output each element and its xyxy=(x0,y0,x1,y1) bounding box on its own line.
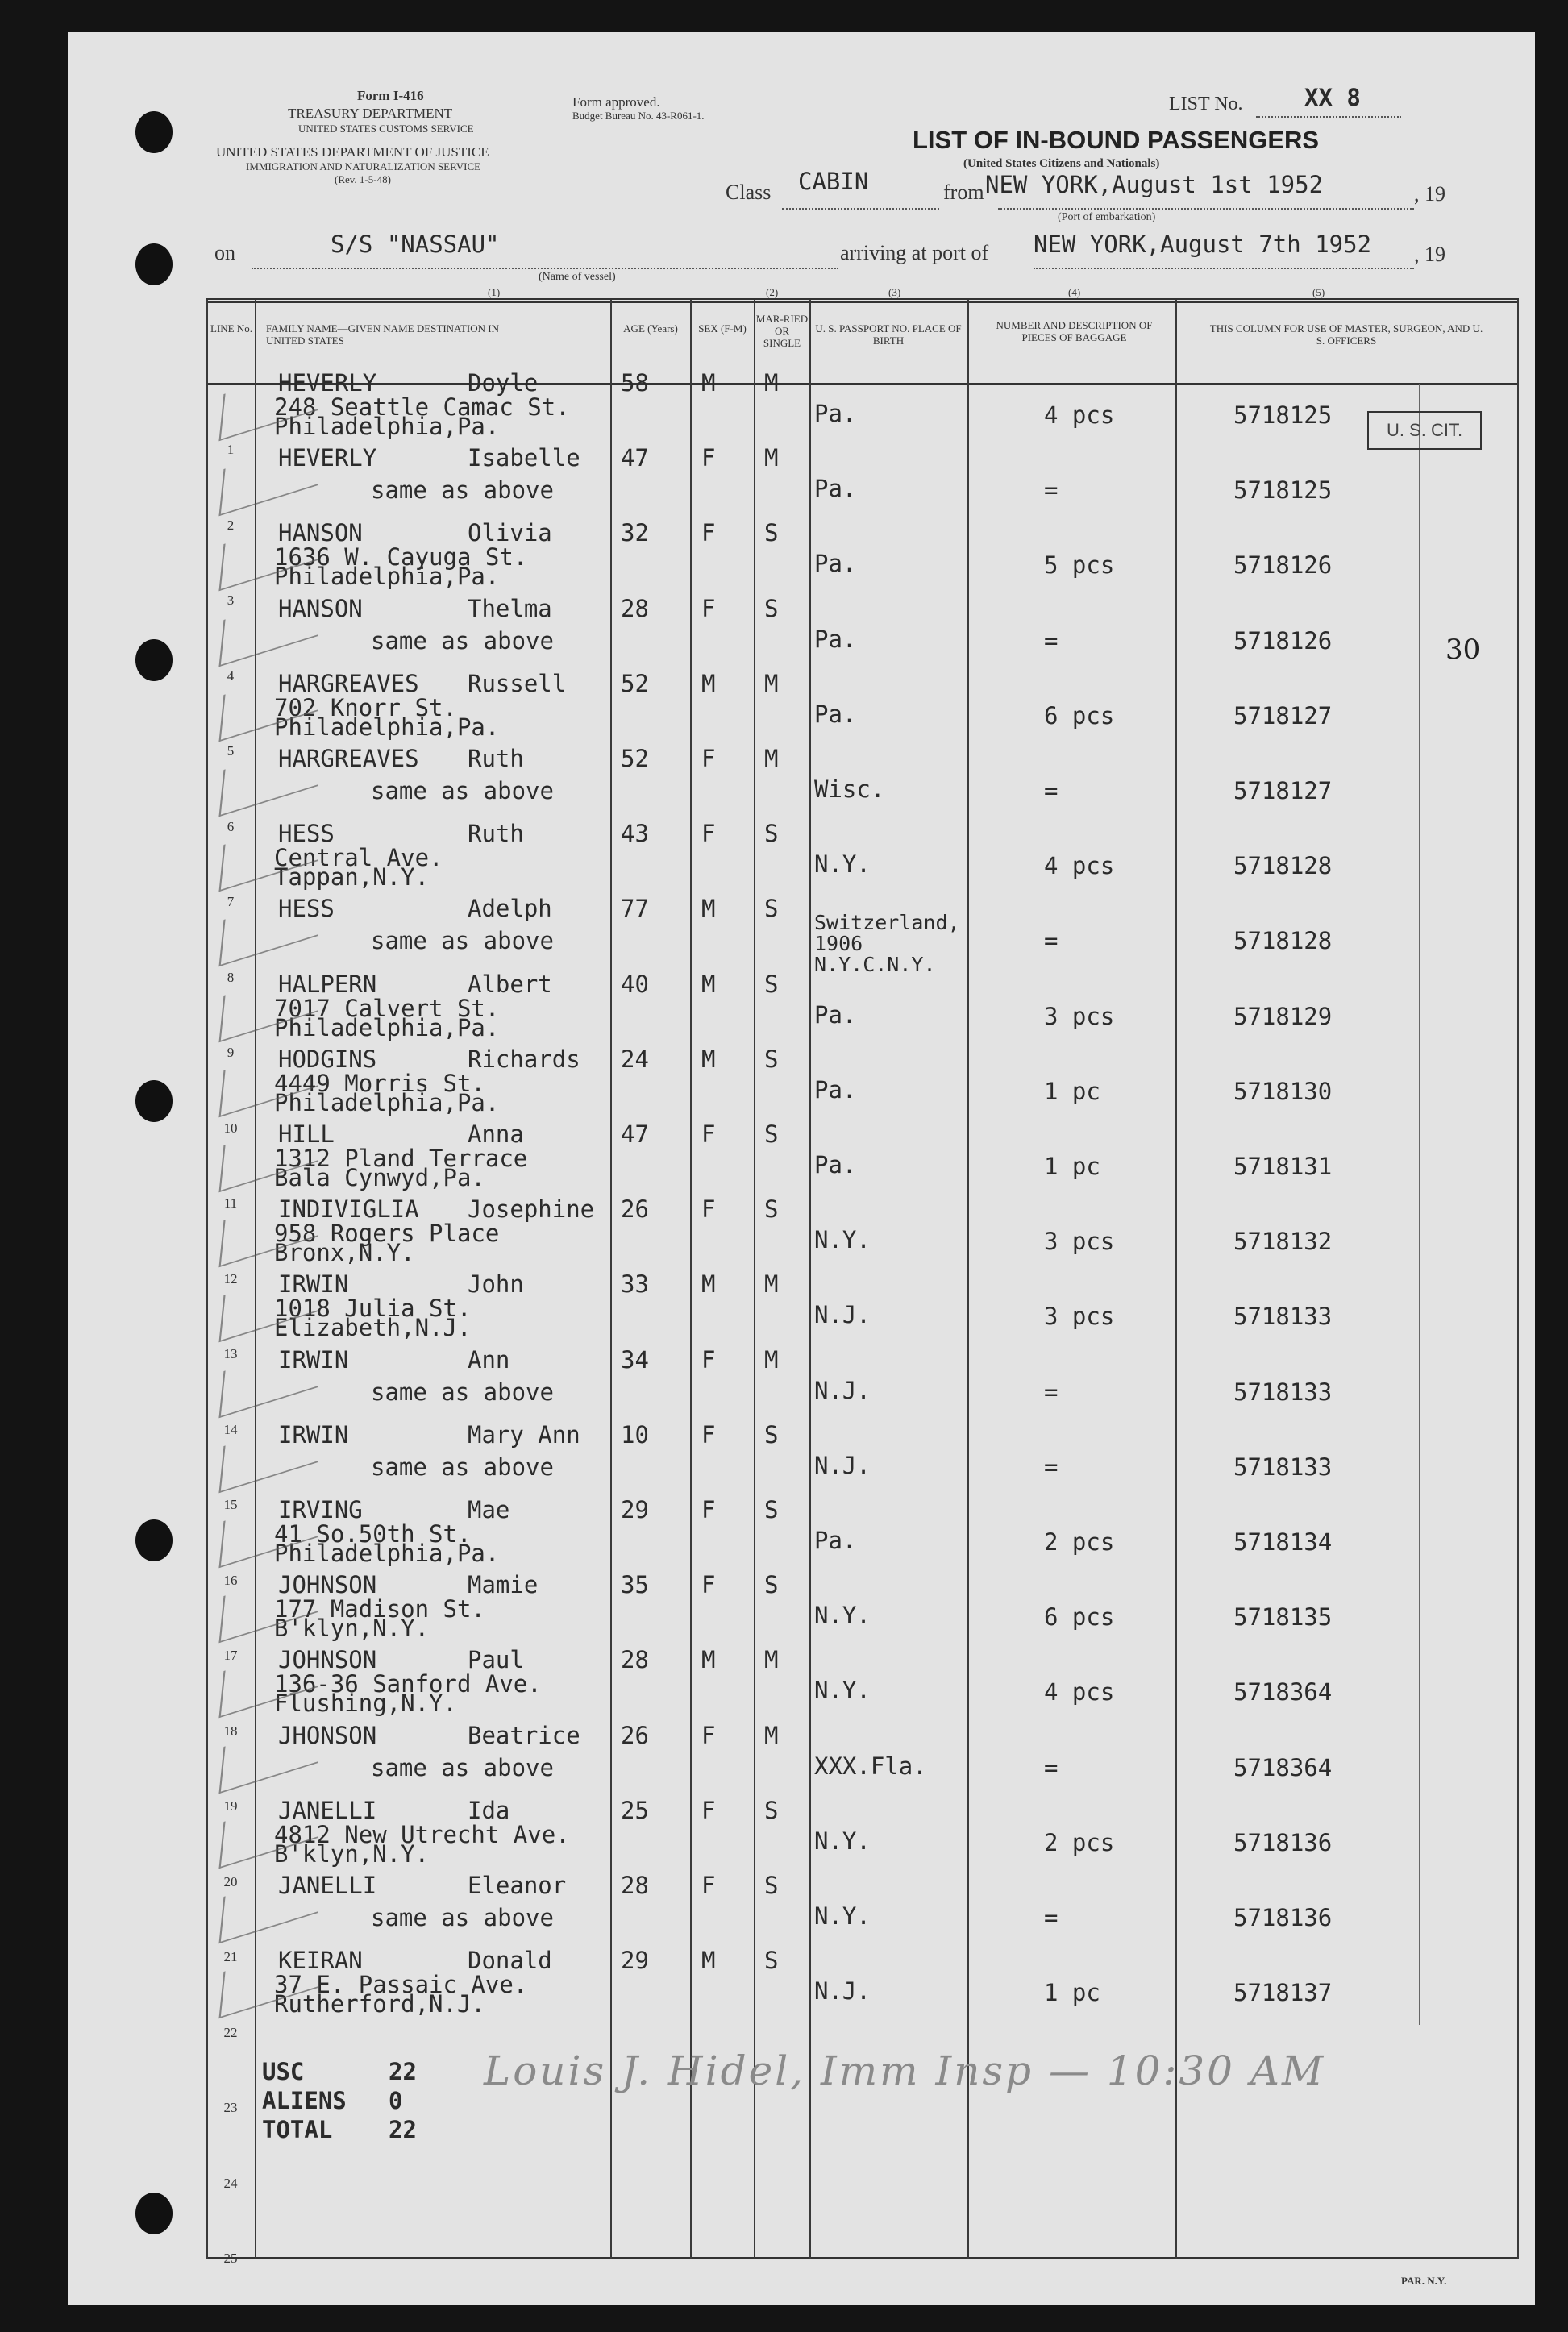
marital-status: S xyxy=(764,1420,779,1449)
line-number: 2 xyxy=(227,517,235,533)
given-name: Josephine xyxy=(468,1195,595,1224)
place-of-birth: Pa. xyxy=(814,1075,857,1104)
passport-number: 5718136 xyxy=(1233,1904,1333,1931)
destination-address: same as above xyxy=(371,476,554,505)
place-of-birth: N.J. xyxy=(814,1376,871,1404)
place-of-birth: Pa. xyxy=(814,400,857,427)
family-name: JANELLI xyxy=(278,1872,377,1899)
given-name: Paul xyxy=(468,1646,524,1674)
baggage-count: = xyxy=(1044,626,1059,655)
age-value: 10 xyxy=(621,1420,649,1449)
passport-number: 5718131 xyxy=(1233,1153,1333,1180)
place-of-birth: N.J. xyxy=(814,1301,871,1329)
place-of-birth: N.Y. xyxy=(814,1902,871,1930)
marital-status: S xyxy=(764,1947,779,1975)
line-number: 25 xyxy=(223,2251,238,2266)
marital-status: S xyxy=(764,1045,779,1073)
line-number: 24 xyxy=(223,2175,238,2191)
given-name: Mary Ann xyxy=(468,1420,580,1449)
age-value: 47 xyxy=(621,1120,649,1148)
passport-number: 5718126 xyxy=(1233,551,1333,580)
sex-value: M xyxy=(701,369,716,397)
from-label: from xyxy=(943,181,984,204)
total-value: 0 xyxy=(389,2087,403,2114)
col-married: MAR-RIED OR SINGLE xyxy=(755,313,809,349)
destination-address: same as above xyxy=(371,777,554,804)
destination-address: same as above xyxy=(371,1904,554,1931)
arriving-value: NEW YORK,August 7th 1952 xyxy=(1034,231,1372,258)
page-title: LIST OF IN-BOUND PASSENGERS xyxy=(913,126,1320,154)
destination-address: same as above xyxy=(371,1753,554,1781)
place-of-birth: Pa. xyxy=(814,550,857,578)
sex-value: F xyxy=(701,519,716,547)
marital-status: S xyxy=(764,1796,779,1824)
marital-status: M xyxy=(764,669,779,697)
destination-address: 1018 Julia St. xyxy=(274,1295,472,1323)
destination-address: 136-36 Sanford Ave. xyxy=(274,1670,542,1698)
age-value: 33 xyxy=(621,1270,649,1299)
passport-number: 5718133 xyxy=(1233,1378,1333,1406)
age-value: 28 xyxy=(621,1646,649,1674)
family-name: INDIVIGLIA xyxy=(278,1195,419,1224)
line-number: 17 xyxy=(223,1648,238,1663)
given-name: Olivia xyxy=(468,519,552,547)
passport-number: 5718129 xyxy=(1233,1002,1333,1030)
destination-address: 702 Knorr St. xyxy=(274,693,457,721)
binder-hole xyxy=(135,2193,173,2234)
destination-address: 4449 Morris St. xyxy=(274,1069,485,1097)
given-name: Eleanor xyxy=(468,1872,567,1899)
justice-dept: UNITED STATES DEPARTMENT OF JUSTICE xyxy=(216,144,489,160)
sex-value: F xyxy=(701,444,716,472)
destination-address: Bronx,N.Y. xyxy=(274,1239,415,1267)
line-number: 13 xyxy=(223,1346,238,1361)
marital-status: M xyxy=(764,1646,779,1674)
place-of-birth: N.Y. xyxy=(814,1677,871,1705)
baggage-count: 1 pc xyxy=(1044,1077,1100,1105)
sex-value: M xyxy=(701,1270,716,1299)
place-of-birth: N.Y. xyxy=(814,850,871,879)
marital-status: S xyxy=(764,820,779,848)
family-name: HESS xyxy=(278,895,335,923)
family-name: HEVERLY xyxy=(278,369,377,397)
baggage-count: = xyxy=(1044,1904,1059,1931)
marital-status: S xyxy=(764,594,779,622)
place-of-birth: Pa. xyxy=(814,1000,857,1029)
age-value: 32 xyxy=(621,519,649,547)
baggage-count: 3 pcs xyxy=(1044,1002,1115,1030)
age-value: 43 xyxy=(621,820,649,848)
family-name: HESS xyxy=(278,820,335,848)
age-value: 52 xyxy=(621,745,649,772)
family-name: IRWIN xyxy=(278,1345,349,1374)
col-number: (5) xyxy=(1312,286,1325,298)
col-number: (4) xyxy=(1068,286,1081,298)
line-number: 22 xyxy=(223,2024,238,2040)
passport-number: 5718127 xyxy=(1233,701,1333,730)
col-name: FAMILY NAME—GIVEN NAME DESTINATION IN UNITED STATES xyxy=(266,322,500,347)
destination-address: same as above xyxy=(371,1378,554,1406)
passport-number: 5718133 xyxy=(1233,1303,1333,1331)
passport-number: 5718126 xyxy=(1233,626,1333,655)
passport-number: 5718132 xyxy=(1233,1228,1333,1256)
sex-value: F xyxy=(701,1420,716,1449)
age-value: 28 xyxy=(621,1872,649,1899)
place-of-birth: Pa. xyxy=(814,700,857,728)
place-of-birth: N.Y. xyxy=(814,1827,871,1855)
destination-address: Rutherford,N.J. xyxy=(274,1990,485,2018)
passport-number: 5718136 xyxy=(1233,1828,1333,1856)
sex-value: F xyxy=(701,1796,716,1824)
family-name: HARGREAVES xyxy=(278,745,419,772)
binder-hole xyxy=(135,111,173,153)
age-value: 40 xyxy=(621,970,649,998)
binder-hole xyxy=(135,639,173,681)
sex-value: M xyxy=(701,669,716,697)
given-name: Thelma xyxy=(468,594,552,622)
col-number: (3) xyxy=(888,286,901,298)
line-number: 20 xyxy=(223,1873,238,1889)
place-of-birth: Pa. xyxy=(814,625,857,653)
place-of-birth: Pa. xyxy=(814,1527,857,1554)
baggage-count: 4 pcs xyxy=(1044,401,1115,429)
place-of-birth: Wisc. xyxy=(814,775,885,803)
passport-number: 5718127 xyxy=(1233,777,1333,804)
baggage-count: 1 pc xyxy=(1044,1979,1100,2007)
destination-address: same as above xyxy=(371,1453,554,1481)
line-number: 18 xyxy=(223,1723,238,1739)
given-name: Ann xyxy=(468,1345,510,1374)
marital-status: S xyxy=(764,1496,779,1523)
line-number: 3 xyxy=(227,592,235,608)
from-value: NEW YORK,August 1st 1952 xyxy=(985,171,1324,198)
place-of-birth: N.Y. xyxy=(814,1226,871,1254)
line-number: 6 xyxy=(227,818,235,834)
given-name: Adelph xyxy=(468,895,552,923)
age-value: 35 xyxy=(621,1571,649,1599)
marital-status: S xyxy=(764,519,779,547)
age-value: 26 xyxy=(621,1195,649,1224)
sex-value: M xyxy=(701,1646,716,1674)
family-name: JOHNSON xyxy=(278,1646,377,1674)
destination-address: Philadelphia,Pa. xyxy=(274,563,500,591)
place-of-birth: N.J. xyxy=(814,1451,871,1479)
destination-address: Philadelphia,Pa. xyxy=(274,713,500,741)
marital-status: S xyxy=(764,1120,779,1148)
baggage-count: 4 pcs xyxy=(1044,852,1115,880)
destination-address: Bala Cynwyd,Pa. xyxy=(274,1164,485,1191)
passport-number: 5718364 xyxy=(1233,1753,1333,1781)
marital-status: M xyxy=(764,1721,779,1749)
baggage-count: = xyxy=(1044,1378,1059,1406)
margin-note: 30 xyxy=(1445,634,1481,666)
baggage-count: 1 pc xyxy=(1044,1153,1100,1180)
destination-address: 177 Madison St. xyxy=(274,1595,485,1623)
destination-address: 248 Seattle Camac St. xyxy=(274,393,570,421)
family-name: HANSON xyxy=(278,594,363,622)
age-value: 24 xyxy=(621,1045,649,1073)
destination-address: 4812 New Utrecht Ave. xyxy=(274,1820,570,1848)
list-no-value: XX 8 xyxy=(1304,84,1361,111)
passport-number: 5718128 xyxy=(1233,927,1333,955)
age-value: 47 xyxy=(621,444,649,472)
given-name: Mamie xyxy=(468,1571,539,1599)
baggage-count: 6 pcs xyxy=(1044,701,1115,730)
binder-hole xyxy=(135,1519,173,1561)
given-name: Isabelle xyxy=(468,444,580,472)
age-value: 29 xyxy=(621,1947,649,1975)
sex-value: M xyxy=(701,895,716,923)
line-number: 11 xyxy=(223,1195,238,1211)
col-number: (2) xyxy=(766,286,779,298)
family-name: HARGREAVES xyxy=(278,669,419,697)
binder-hole xyxy=(135,1080,173,1122)
baggage-count: 3 pcs xyxy=(1044,1303,1115,1331)
age-value: 26 xyxy=(621,1721,649,1749)
sex-value: F xyxy=(701,1195,716,1224)
year-suffix: , 19 xyxy=(1414,182,1445,206)
total-label: ALIENS xyxy=(262,2087,347,2114)
binder-hole xyxy=(135,243,173,285)
age-value: 28 xyxy=(621,594,649,622)
baggage-count: 2 pcs xyxy=(1044,1828,1115,1856)
family-name: HEVERLY xyxy=(278,444,377,472)
age-value: 58 xyxy=(621,369,649,397)
sex-value: M xyxy=(701,1045,716,1073)
marital-status: S xyxy=(764,1195,779,1224)
place-of-birth: Pa. xyxy=(814,475,857,503)
line-number: 15 xyxy=(223,1497,238,1512)
sex-value: F xyxy=(701,594,716,622)
ins-service: IMMIGRATION AND NATURALIZATION SERVICE xyxy=(246,160,481,173)
given-name: Beatrice xyxy=(468,1721,580,1749)
customs-service: UNITED STATES CUSTOMS SERVICE xyxy=(298,123,474,135)
inspector-signature: Louis J. Hidel, Imm Insp — 10:30 AM xyxy=(484,2047,1326,2094)
family-name: HODGINS xyxy=(278,1045,377,1073)
sex-value: F xyxy=(701,820,716,848)
line-number: 1 xyxy=(227,442,235,457)
passport-number: 5718128 xyxy=(1233,852,1333,880)
class-value: CABIN xyxy=(798,168,869,195)
sex-value: F xyxy=(701,1496,716,1523)
line-number: 5 xyxy=(227,743,235,759)
year-suffix: , 19 xyxy=(1414,243,1445,266)
family-name: JANELLI xyxy=(278,1796,377,1824)
baggage-count: = xyxy=(1044,777,1059,804)
col-number: (1) xyxy=(488,286,501,298)
destination-address: 1636 W. Cayuga St. xyxy=(274,543,528,572)
baggage-count: = xyxy=(1044,1453,1059,1481)
destination-address: 37 E. Passaic Ave. xyxy=(274,1971,528,1999)
passport-number: 5718125 xyxy=(1233,401,1333,429)
line-number: 9 xyxy=(227,1045,235,1060)
passport-number: 5718130 xyxy=(1233,1077,1333,1105)
vessel-name: S/S "NASSAU" xyxy=(331,231,500,258)
destination-address: same as above xyxy=(371,626,554,655)
given-name: Richards xyxy=(468,1045,580,1073)
family-name: IRVING xyxy=(278,1496,363,1523)
destination-address: same as above xyxy=(371,927,554,955)
place-of-birth: XXX.Fla. xyxy=(814,1752,927,1780)
col-passport: U. S. PASSPORT NO. PLACE OF BIRTH xyxy=(815,322,962,347)
sex-value: F xyxy=(701,1345,716,1374)
family-name: IRWIN xyxy=(278,1420,349,1449)
marital-status: S xyxy=(764,970,779,998)
given-name: Albert xyxy=(468,970,552,998)
sex-value: M xyxy=(701,970,716,998)
family-name: JHONSON xyxy=(278,1721,377,1749)
line-number: 4 xyxy=(227,667,235,684)
family-name: KEIRAN xyxy=(278,1947,363,1975)
age-value: 29 xyxy=(621,1496,649,1523)
given-name: Ida xyxy=(468,1796,510,1824)
destination-address: B'klyn,N.Y. xyxy=(274,1615,430,1643)
passport-number: 5718125 xyxy=(1233,476,1333,505)
family-name: HILL xyxy=(278,1120,335,1148)
printer-mark: PAR. N.Y. xyxy=(1401,2275,1447,2287)
passport-number: 5718134 xyxy=(1233,1528,1333,1556)
baggage-count: 4 pcs xyxy=(1044,1678,1115,1706)
marital-status: M xyxy=(764,444,779,472)
given-name: Donald xyxy=(468,1947,552,1975)
destination-address: Flushing,N.Y. xyxy=(274,1690,457,1718)
given-name: Russell xyxy=(468,669,567,697)
marital-status: M xyxy=(764,745,779,772)
col-age: AGE (Years) xyxy=(623,322,678,335)
family-name: HANSON xyxy=(278,519,363,547)
col-sex: SEX (F-M) xyxy=(698,322,747,335)
col-line-no: LINE No. xyxy=(210,322,252,335)
destination-address: Philadelphia,Pa. xyxy=(274,413,500,440)
col-baggage: NUMBER AND DESCRIPTION OF PIECES OF BAGGAGE xyxy=(996,319,1153,343)
baggage-count: = xyxy=(1044,927,1059,955)
class-label: Class xyxy=(726,181,772,204)
sex-value: F xyxy=(701,745,716,772)
total-value: 22 xyxy=(389,2116,417,2143)
baggage-count: 6 pcs xyxy=(1044,1603,1115,1632)
baggage-count: 3 pcs xyxy=(1044,1228,1115,1256)
place-of-birth: Switzerland, 1906 N.Y.C.N.Y. xyxy=(814,911,960,977)
line-number: 16 xyxy=(223,1572,238,1588)
destination-address: 1312 Pland Terrace xyxy=(274,1145,528,1172)
given-name: John xyxy=(468,1270,524,1299)
port-embark-caption: (Port of embarkation) xyxy=(1058,211,1156,223)
given-name: Ruth xyxy=(468,745,524,772)
passport-number: 5718135 xyxy=(1233,1603,1333,1632)
passport-number: 5718133 xyxy=(1233,1453,1333,1481)
family-name: HALPERN xyxy=(278,970,377,998)
age-value: 52 xyxy=(621,669,649,697)
total-label: TOTAL xyxy=(262,2116,333,2143)
form-number: Form I-416 xyxy=(357,88,424,103)
vessel-caption: (Name of vessel) xyxy=(539,271,616,283)
line-number: 12 xyxy=(223,1270,238,1287)
marital-status: S xyxy=(764,1571,779,1599)
arriving-label: arriving at port of xyxy=(840,241,989,264)
line-number: 7 xyxy=(227,894,235,909)
marital-status: M xyxy=(764,1345,779,1374)
place-of-birth: N.Y. xyxy=(814,1602,871,1630)
sex-value: F xyxy=(701,1120,716,1148)
family-name: JOHNSON xyxy=(278,1571,377,1599)
destination-address: Philadelphia,Pa. xyxy=(274,1088,500,1116)
list-no-label: LIST No. xyxy=(1169,94,1243,114)
line-number: 8 xyxy=(227,969,235,985)
destination-address: B'klyn,N.Y. xyxy=(274,1839,430,1868)
destination-address: 958 Rogers Place xyxy=(274,1220,500,1248)
age-value: 25 xyxy=(621,1796,649,1824)
page-subtitle: (United States Citizens and Nationals) xyxy=(963,157,1160,170)
form-approved: Form approved. xyxy=(572,94,660,110)
budget-bureau: Budget Bureau No. 43-R061-1. xyxy=(572,110,705,122)
given-name: Anna xyxy=(468,1120,524,1148)
revision: (Rev. 1-5-48) xyxy=(335,173,391,185)
baggage-count: 5 pcs xyxy=(1044,551,1115,580)
line-number: 21 xyxy=(223,1949,238,1964)
place-of-birth: Pa. xyxy=(814,1151,857,1178)
destination-address: Tappan,N.Y. xyxy=(274,863,430,892)
passport-number: 5718137 xyxy=(1233,1979,1333,2007)
baggage-count: 2 pcs xyxy=(1044,1528,1115,1556)
marital-status: S xyxy=(764,1872,779,1899)
passport-number: 5718364 xyxy=(1233,1678,1333,1706)
given-name: Doyle xyxy=(468,369,539,397)
treasury-dept: TREASURY DEPARTMENT xyxy=(288,106,453,121)
given-name: Ruth xyxy=(468,820,524,848)
destination-address: 41 So.50th St. xyxy=(274,1520,472,1548)
marital-status: M xyxy=(764,1270,779,1299)
sex-value: F xyxy=(701,1721,716,1749)
total-label: USC xyxy=(262,2058,305,2085)
marital-status: S xyxy=(764,895,779,923)
destination-address: 7017 Calvert St. xyxy=(274,994,500,1022)
on-label: on xyxy=(214,241,235,264)
line-number: 19 xyxy=(223,1798,238,1814)
age-value: 34 xyxy=(621,1345,649,1374)
total-value: 22 xyxy=(389,2058,417,2085)
marital-status: M xyxy=(764,369,779,397)
destination-address: Central Ave. xyxy=(274,844,443,872)
family-name: IRWIN xyxy=(278,1270,349,1299)
line-number: 10 xyxy=(223,1120,238,1136)
destination-address: Elizabeth,N.J. xyxy=(274,1314,472,1342)
line-number: 23 xyxy=(223,2100,238,2115)
sex-value: F xyxy=(701,1872,716,1899)
destination-address: Philadelphia,Pa. xyxy=(274,1013,500,1041)
line-number: 14 xyxy=(223,1421,238,1437)
age-value: 77 xyxy=(621,895,649,923)
destination-address: Philadelphia,Pa. xyxy=(274,1540,500,1567)
place-of-birth: N.J. xyxy=(814,1977,871,2006)
sex-value: M xyxy=(701,1947,716,1975)
col-officers: THIS COLUMN FOR USE OF MASTER, SURGEON, AND U. S. OFFICERS xyxy=(1209,322,1483,347)
sex-value: F xyxy=(701,1571,716,1599)
given-name: Mae xyxy=(468,1496,510,1523)
baggage-count: = xyxy=(1044,1753,1059,1781)
us-citizen-stamp: U. S. CIT. xyxy=(1367,411,1482,450)
baggage-count: = xyxy=(1044,476,1059,505)
